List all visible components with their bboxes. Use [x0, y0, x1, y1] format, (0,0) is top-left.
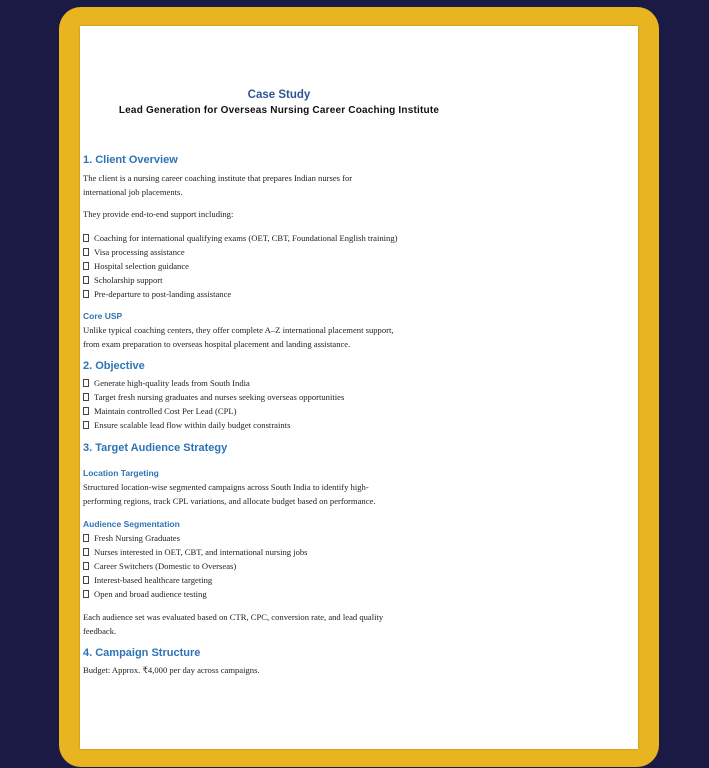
checkbox-icon [83, 590, 89, 598]
list-item: Scholarship support [83, 273, 163, 287]
checkbox-icon [83, 262, 89, 270]
checkbox-icon [83, 576, 89, 584]
paragraph-line: Unlike typical coaching centers, they offer complete A–Z international placement support, [83, 325, 394, 335]
checkbox-icon [83, 234, 89, 242]
doc-subtitle: Lead Generation for Overseas Nursing Career Coaching Institute [118, 105, 440, 116]
section-heading-campaign-structure: 4. Campaign Structure [83, 647, 201, 659]
paragraph-line: international job placements. [83, 187, 183, 197]
list-item: Pre-departure to post-landing assistance [83, 287, 231, 301]
checkbox-icon [83, 534, 89, 542]
list-item: Career Switchers (Domestic to Overseas) [83, 559, 236, 573]
checkbox-icon [83, 379, 89, 387]
paragraph-line: feedback. [83, 626, 117, 636]
checkbox-icon [83, 407, 89, 415]
list-item: Coaching for international qualifying exams (OET, CBT, Foundational English training) [83, 231, 398, 245]
checkbox-icon [83, 562, 89, 570]
list-item: Fresh Nursing Graduates [83, 531, 180, 545]
paragraph-line: Budget: Approx. ₹4,000 per day across campaigns. [83, 665, 260, 675]
list-item: Target fresh nursing graduates and nurses seeking overseas opportunities [83, 390, 344, 404]
list-item: Hospital selection guidance [83, 259, 189, 273]
section-heading-target-audience: 3. Target Audience Strategy [83, 442, 228, 454]
paragraph-line: They provide end-to-end support including: [83, 209, 234, 219]
subheading-location-targeting: Location Targeting [83, 468, 159, 478]
section-heading-objective: 2. Objective [83, 360, 145, 372]
checkbox-icon [83, 548, 89, 556]
paragraph-line: performing regions, track CPL variations, and allocate budget based on performance. [83, 496, 376, 506]
paragraph-line: from exam preparation to overseas hospital placement and landing assistance. [83, 339, 351, 349]
list-item: Interest-based healthcare targeting [83, 573, 212, 587]
list-item: Ensure scalable lead flow within daily budget constraints [83, 418, 290, 432]
subheading-audience-segmentation: Audience Segmentation [83, 519, 180, 529]
checkbox-icon [83, 290, 89, 298]
checkbox-icon [83, 393, 89, 401]
checkbox-icon [83, 248, 89, 256]
checkbox-icon [83, 276, 89, 284]
list-item: Open and broad audience testing [83, 587, 207, 601]
doc-title: Case Study [247, 89, 311, 101]
section-heading-client-overview: 1. Client Overview [83, 154, 178, 166]
paragraph-line: Structured location-wise segmented campaigns across South India to identify high- [83, 482, 369, 492]
subheading-core-usp: Core USP [83, 311, 123, 321]
list-item: Visa processing assistance [83, 245, 185, 259]
paragraph-line: Each audience set was evaluated based on CTR, CPC, conversion rate, and lead quality [83, 612, 384, 622]
list-item: Nurses interested in OET, CBT, and international nursing jobs [83, 545, 308, 559]
paragraph-line: The client is a nursing career coaching institute that prepares Indian nurses for [83, 173, 353, 183]
list-item: Generate high-quality leads from South India [83, 376, 250, 390]
checkbox-icon [83, 421, 89, 429]
list-item: Maintain controlled Cost Per Lead (CPL) [83, 404, 237, 418]
